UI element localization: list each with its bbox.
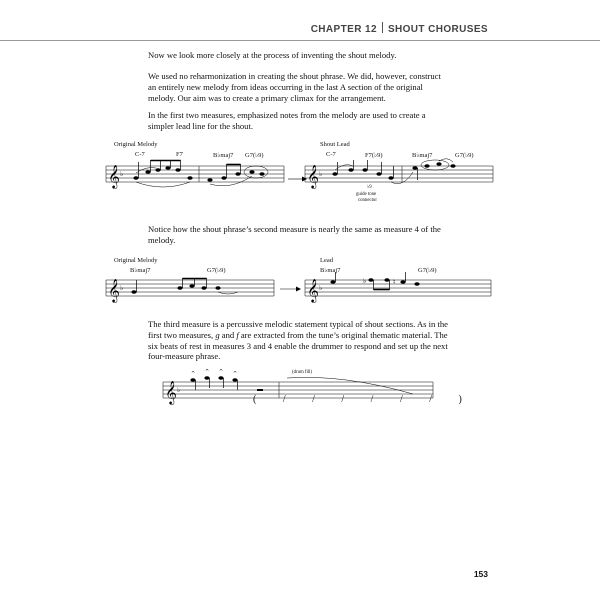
header-divider (382, 22, 383, 33)
svg-text:𝄞: 𝄞 (307, 164, 319, 188)
ex1-left-staff (106, 158, 286, 208)
svg-text:♭: ♭ (177, 386, 181, 394)
svg-text:𝄞: 𝄞 (165, 380, 177, 404)
paragraph-5-and: and (219, 329, 237, 340)
svg-text:^: ^ (191, 371, 196, 377)
drum-fill-label: (drum fill) (292, 370, 313, 375)
ex1-chord: G7(♭9) (455, 152, 474, 159)
header-rule (0, 40, 600, 41)
page-header (0, 0, 600, 40)
svg-text:♭: ♭ (120, 284, 124, 292)
paragraph-5 (148, 319, 448, 362)
svg-text:𝄞: 𝄞 (108, 278, 120, 302)
ex1-arrow (288, 175, 310, 183)
svg-text:♮: ♮ (393, 278, 396, 286)
ex2-arrow (280, 285, 304, 293)
ex2-right-label: Lead (320, 257, 333, 264)
ex1-flat-nine: ♭9 (367, 185, 372, 190)
ex1-annotation-line2: connector (358, 198, 377, 203)
ex1-left-label: Original Melody (114, 141, 158, 148)
ex1-chord: B♭maj7 (412, 152, 433, 159)
note-g: g (215, 329, 220, 340)
svg-text:♭: ♭ (363, 277, 367, 285)
ex1-chord: F7 (176, 151, 183, 158)
ex2-chord: G7(♭9) (207, 267, 226, 274)
chapter-title: SHOUT CHORUSES (387, 24, 488, 35)
ex1-chord: F7(♭9) (365, 152, 383, 159)
paragraph-5-part-b: are extracted from the tune’s original thematic material. The six beats of rest in measures 3 and 4 enable the drummer to respond and set up the next four-measure phrase. (148, 329, 448, 362)
drum-slashes: ( / / / / / / ) (253, 394, 474, 405)
svg-text:𝄞: 𝄞 (108, 164, 120, 188)
paragraph-1: Now we look more closely at the process of inventing the shout melody. (148, 50, 397, 60)
paragraph-4: Notice how the shout phrase’s second measure is nearly the same as measure 4 of the melody. (148, 224, 441, 245)
page-number: 153 (473, 569, 488, 579)
ex1-chord: C-7 (326, 151, 336, 158)
paragraph-3: In the first two measures, emphasized notes from the melody are used to create a simpler lead line for the shout. (148, 110, 426, 131)
ex2-right-staff (305, 274, 495, 314)
chapter-number: CHAPTER 12 (310, 24, 377, 35)
svg-text:♭: ♭ (319, 284, 323, 292)
svg-text:^: ^ (219, 369, 224, 375)
svg-text:♭: ♭ (120, 170, 124, 178)
chapter-heading (311, 22, 488, 35)
ex2-left-label: Original Melody (114, 257, 158, 264)
ex1-chord: G7(♭9) (245, 152, 264, 159)
svg-text:♭: ♭ (319, 170, 323, 178)
ex2-left-staff (106, 274, 276, 314)
ex1-chord: C-7 (135, 151, 145, 158)
ex1-annotation-line1: guide tone (356, 192, 377, 197)
ex2-chord: B♭maj7 (320, 267, 341, 274)
note-f: f (236, 329, 239, 340)
ex2-chord: B♭maj7 (130, 267, 151, 274)
ex1-chord: B♭maj7 (213, 152, 234, 159)
svg-text:𝄞: 𝄞 (307, 278, 319, 302)
paragraph-5-part-a: The third measure is a percussive melodic statement typical of shout sections. As in the first two measures, (148, 319, 448, 340)
ex1-right-label: Shout Lead (320, 141, 350, 148)
svg-text:^: ^ (233, 371, 238, 377)
paragraph-2: We used no reharmonization in creating the shout phrase. We did, however, construct an entirely new melody from ideas occurring in the last A section of the original melody. Our aim was to create a primary climax for the arrangement. (148, 71, 441, 103)
ex1-right-staff (305, 158, 495, 208)
ex2-chord: G7(♭9) (418, 267, 437, 274)
svg-text:^: ^ (205, 369, 210, 375)
